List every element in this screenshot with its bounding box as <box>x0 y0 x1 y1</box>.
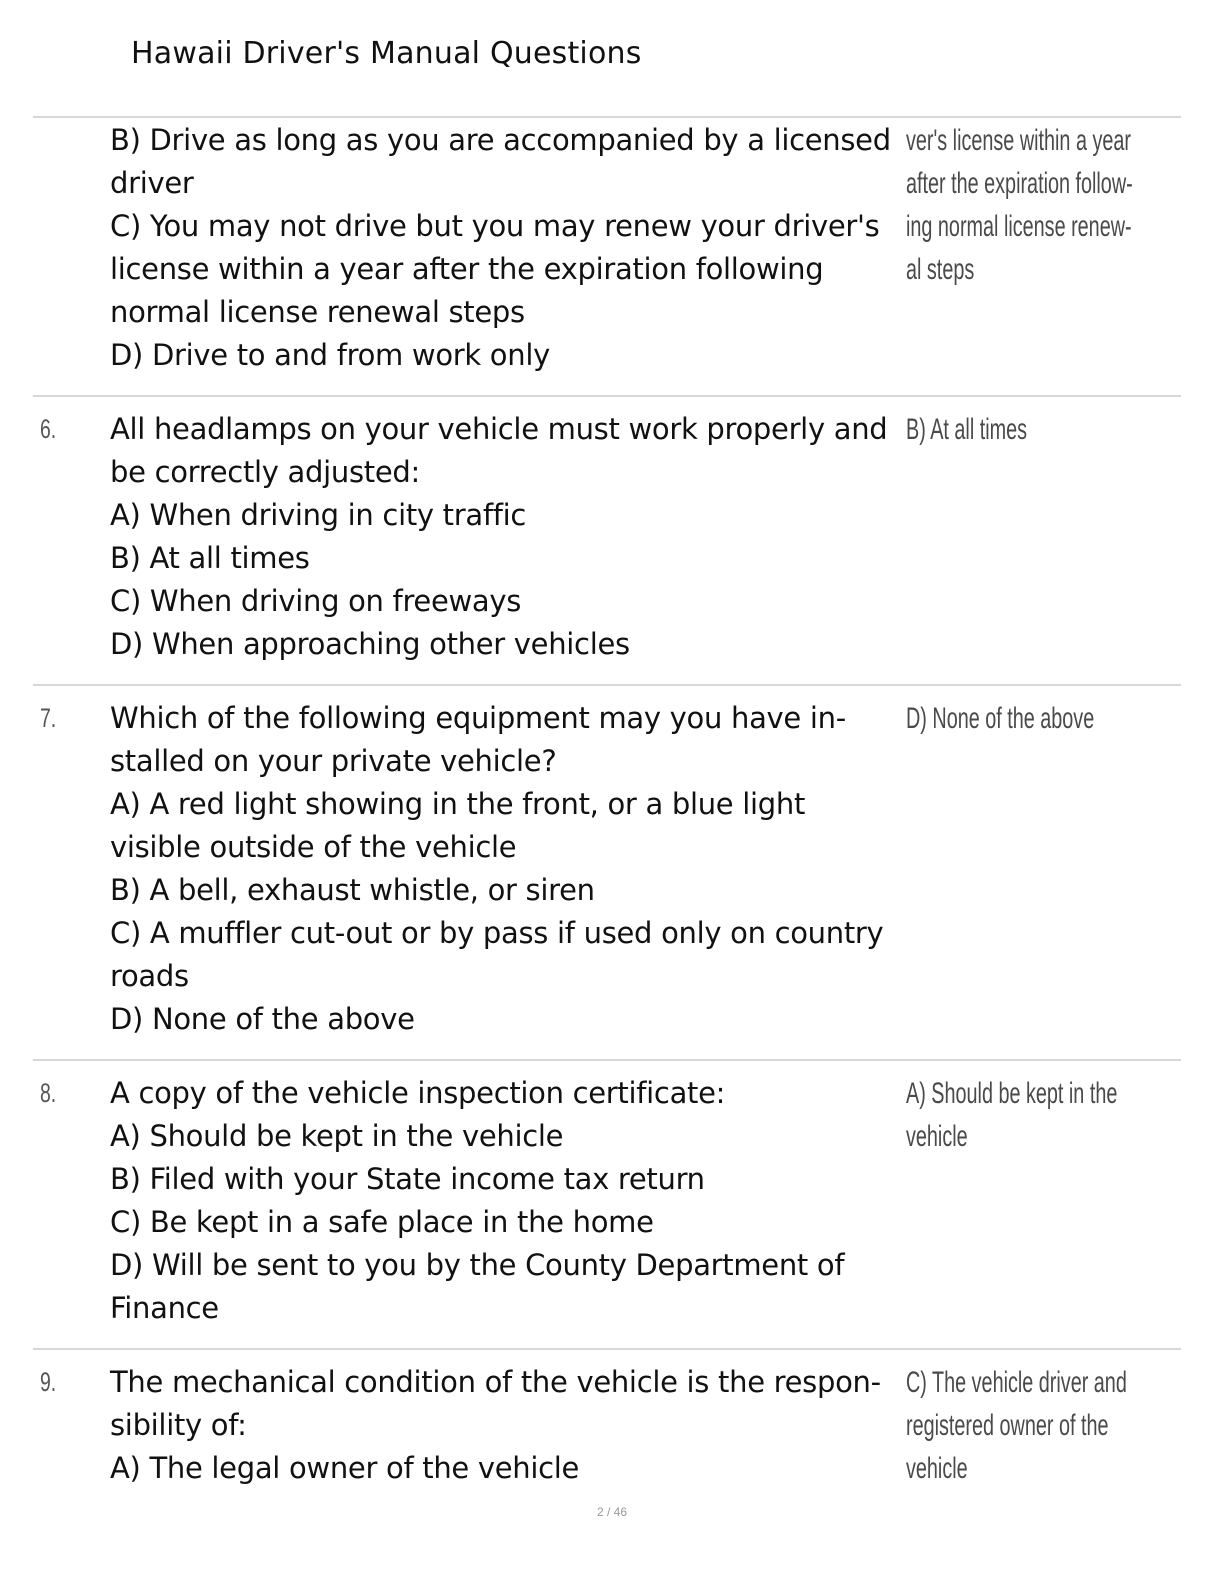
question-line: stalled on your private vehicle? <box>110 744 557 778</box>
question-line: The mechanical condition of the vehicle is the respon- <box>110 1365 881 1399</box>
answer-line: D) None of the above <box>906 702 1095 735</box>
question-line: license within a year after the expiration following <box>110 252 824 286</box>
question-line: A) When driving in city traffic <box>110 498 527 532</box>
question-line: B) At all times <box>110 541 310 575</box>
question-line: be correctly adjusted: <box>110 455 420 489</box>
question-line: roads <box>110 959 189 993</box>
question-text <box>110 1361 900 1490</box>
answer-line: vehicle <box>906 1120 968 1153</box>
answer-line: vehicle <box>906 1452 968 1485</box>
question-text <box>110 119 900 377</box>
question-line: sibility of: <box>110 1408 247 1442</box>
question-text <box>110 697 900 1041</box>
question-line: D) None of the above <box>110 1002 415 1036</box>
question-number: 8. <box>40 1078 57 1108</box>
question-line: A) Should be kept in the vehicle <box>110 1119 564 1153</box>
answer-line: ver's license within a year <box>906 124 1131 157</box>
answer-line: A) Should be kept in the <box>906 1077 1118 1110</box>
answer-text <box>906 1361 1170 1490</box>
question-number: 9. <box>40 1367 57 1397</box>
divider <box>33 684 1181 686</box>
question-line: C) You may not drive but you may renew your driver's <box>110 209 880 243</box>
page-title: Hawaii Driver's Manual Questions <box>131 36 642 71</box>
question-line: B) A bell, exhaust whistle, or siren <box>110 873 595 907</box>
question-text <box>110 1072 900 1330</box>
divider <box>33 1059 1181 1061</box>
question-line: Finance <box>110 1291 219 1325</box>
question-line: normal license renewal steps <box>110 295 525 329</box>
question-line: C) A muffler cut-out or by pass if used only on country <box>110 916 884 950</box>
question-line: A copy of the vehicle inspection certificate: <box>110 1076 726 1110</box>
answer-text <box>906 1072 1170 1158</box>
question-line: B) Drive as long as you are accompanied by a licensed <box>110 123 891 157</box>
question-line: A) A red light showing in the front, or a blue light <box>110 787 806 821</box>
answer-text <box>906 408 1170 451</box>
divider <box>33 395 1181 397</box>
question-line: visible outside of the vehicle <box>110 830 517 864</box>
divider <box>33 116 1181 118</box>
question-line: A) The legal owner of the vehicle <box>110 1451 580 1485</box>
question-line: D) Drive to and from work only <box>110 338 550 372</box>
answer-line: registered owner of the <box>906 1409 1109 1442</box>
question-text <box>110 408 900 666</box>
answer-text <box>906 697 1170 740</box>
question-line: C) Be kept in a safe place in the home <box>110 1205 654 1239</box>
question-line: B) Filed with your State income tax return <box>110 1162 705 1196</box>
question-line: D) When approaching other vehicles <box>110 627 630 661</box>
question-line: driver <box>110 166 194 200</box>
question-line: D) Will be sent to you by the County Department of <box>110 1248 845 1282</box>
answer-line: al steps <box>906 253 975 286</box>
question-line: C) When driving on freeways <box>110 584 522 618</box>
question-line: Which of the following equipment may you have in- <box>110 701 846 735</box>
page-indicator: 2 / 46 <box>596 1505 628 1519</box>
answer-line: ing normal license renew- <box>906 210 1132 243</box>
question-number: 6. <box>40 414 57 444</box>
answer-text <box>906 119 1170 291</box>
answer-line: after the expiration follow- <box>906 167 1133 200</box>
answer-line: C) The vehicle driver and <box>906 1366 1127 1399</box>
question-line: All headlamps on your vehicle must work properly and <box>110 412 888 446</box>
question-number: 7. <box>40 703 57 733</box>
divider <box>33 1348 1181 1350</box>
answer-line: B) At all times <box>906 413 1028 446</box>
